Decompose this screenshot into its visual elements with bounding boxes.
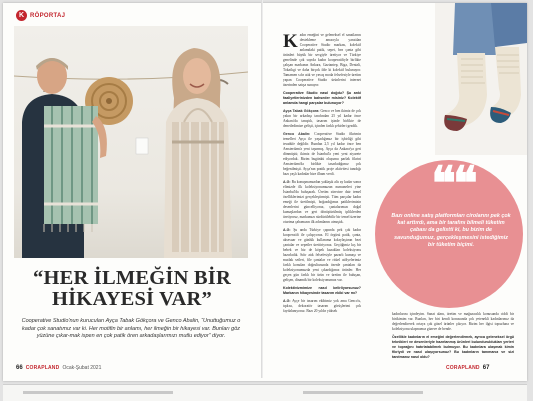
page-gutter xyxy=(261,0,263,378)
article-headline xyxy=(14,268,250,310)
brand-logo-icon: K xyxy=(16,10,27,21)
article-column-2 xyxy=(392,312,514,363)
left-page-footer xyxy=(16,365,101,371)
article-intro: Cooperative Studio'nun kurucuları Ayça Tabak Gökçora ve Genco Abalin, “Unuttuğumuz o kadar çok sanatımız var ki. Her motifin bir anlamı, her ilmeğin bir hikayesi var. Bunları göz yüzüne çıkar-mak ispen en çok patik ören arkadaşlarımızı mutlu ediyor” diyor. xyxy=(21,318,241,340)
answer-3: A.G: Bu konuşmamızdan yaklaşık altı ay kadar sonra elimizde ilk koleksiyonumuzun numuneleri yine İstanbul'da buluşarak. Üretim sürecine dair temel özelliklerimizi gerçekleştirmişti. Tüm parçalar kadın emeği ile üretilmişti, boğazdığımız patiklerimizin desenlerini güncelliyoruz, çantalarımızı doğal kumaşlardan ve geri dönüştürülmüş ipliklerden üretiyoruz, markamızı sürdürülebilir bir temel üzerine oturtma çabamızın ilk adımlarını atmıştık. xyxy=(283,180,361,224)
footer-issue: Ocak-Şubat 2021 xyxy=(62,365,102,371)
headline-line-1: “HER İLMEĞİN BİR xyxy=(33,267,231,289)
opening-paragraph: Kadın emeğini ve geleneksel el sanatlarını destekleme amacıyla yaratılan Cooperative Studio markası, kolektif anlamdaki patik, sepet, bez çanta gibi ürünleri büyük bir sevgiyle üretiyor ve Türkiye genelinde çok sayıda kadın kooperatifiyle birlikte çalışan markanın Ankara, Gaziantep, Biga, Denizli, Tokatlıgi ve daha birçok ilde ki kolektif bulunuyor. Tamamen sıfır atık ve yavaş moda felsefesiyle üretim yapan Cooperative Studio ürünlerini internet üzerinden satışa sunuyor. xyxy=(283,31,361,87)
dropcap: K xyxy=(283,31,298,52)
right-page-footer xyxy=(446,365,489,371)
section-title: RÖPORTAJ xyxy=(30,12,66,19)
knitted-socks-illustration xyxy=(435,3,527,155)
founders-illustration xyxy=(14,26,248,258)
pull-quote-text: Bazı online satış platformları cirolarını pek çok kat arttırdı, ama bir tarafını bilmeli tüketim çabası da gelistti ki, bu bizim de savunduğumuz, gerçekleşmesini istediğimiz bir tüketim biçimi. xyxy=(391,213,511,248)
answer-2: Genco Abalin: Cooperative Studio fikrimin temelleri Ayça ile yaşadığımız bir işbirliği gibi tesadüfe değildir. Bundan 2,5 yıl kadar önce ben Amsterdam'a yeni taşınmış, Ayça da Ankara'ya geri dönmüştü; ikimiz de İstanbul'a yeni yeni ziyarete ediyorduk. Bizim bugünkü oluşumu parlak fikrini Amsterdam'da birlikte tasarladığımız çok beğenilmişti. Ayça'nın pratik proje aktivitesi tanıdığı bazı yaşlı kadınlar bize ilham verdi. xyxy=(283,132,361,176)
quote-marks-icon: ❝❝ xyxy=(431,158,475,209)
section-label xyxy=(16,10,65,21)
page-number-right: 67 xyxy=(482,365,490,371)
question-1: Cooperative Studio nasıl doğdu? Şu anki faaliyetlerinizden bahseder misiniz? Kolektif anlamda hangi parçalar bulunuyor? xyxy=(283,91,361,105)
answer-5: A.G: Ayçe bir tasarım ekibimiz yok ama Genco'u, tıpkısı, dekoratör tasarım görüşlerimi çok faydalanıyoruz. Bazı 20 yıldır yüksek xyxy=(283,299,361,313)
answer-1: Ayça Tabak Gökçora: Genco ve ben ikimiz de çok yakın bir arkadaşı tarafından 25 yıl kadar önce Ankara'da tanıştık, tasarım işinde birlikte de denetledimize gelişti, içinden farklı şehirleri gezdik. xyxy=(283,109,361,128)
headline-line-2: HİKAYESİ VAR” xyxy=(51,288,213,310)
column-2-paragraph: kadınlarını içindeyim. Sanat alanı, üretim ve mağazacılık konusunda ciddi bir birikimim var. Bunları, her biri kendi konusunda çok yetenekli kadınlarımız da değerlendirerek ortaya çok güzel ürünler çıkıyor. Bizim her ilgisi topuzluna ve koleksiyonu ulaşmamız güzeve de bende. xyxy=(392,312,514,331)
page-number-left: 66 xyxy=(16,365,23,371)
footer-brand-right: CORAPLAND xyxy=(446,365,480,371)
question-2: Kolektivizmimize nasıl belirliyorsunuz? Markanın hikayesinde tasarım ekibi var mı? xyxy=(283,286,361,295)
article-column-1 xyxy=(283,33,361,317)
question-3: Özellikle kadınların el emeğini değerlendirmek, ayrıca geleneksel örgü teknikleri ve desenleriyle hazırlanmış ürünleri bulunduruldukları yerleri ve toprağını hatırlatabilmek bulmuyor. Bu kadınlara ulaşmak kimin fikriydi ve nasıl ulaşıyorsunuz? Bu kadınların tanımanız ve sizi tanıtmanız nasıl oldu? xyxy=(392,335,514,359)
answer-4: A.G: Şu anda Türkiye çapında pek çok kadın kooperatifi ile çalışıyoruz. El örgüsü patik, çanta, aksesuar ve günlük kullanıma kolaylaştıran bezi çantalar ve sepetler ürettiriyoruz. Geçtiğimiz kış bir bebek ve biz de köpek kazakları koleksiyonu hazırladık. Sıfır atık felsefesiyle pazarlı kumaşı ve mutfak setleri, file çantalar ve ritüel atölyelerimiz farklı konuları doğrultusunda özenle çantaları da koleksiyonumuzda yeni çıkardığımız ürünler. Her geçen gün farklı bir ürün ve üretim ile buluşan, gelişen, dinamik bir koleksiyonumuz var. xyxy=(283,228,361,282)
next-spread-strip xyxy=(3,384,527,401)
footer-brand-left: CORAPLAND xyxy=(25,365,60,371)
socks-photo xyxy=(435,3,527,155)
interview-photo xyxy=(14,26,248,258)
